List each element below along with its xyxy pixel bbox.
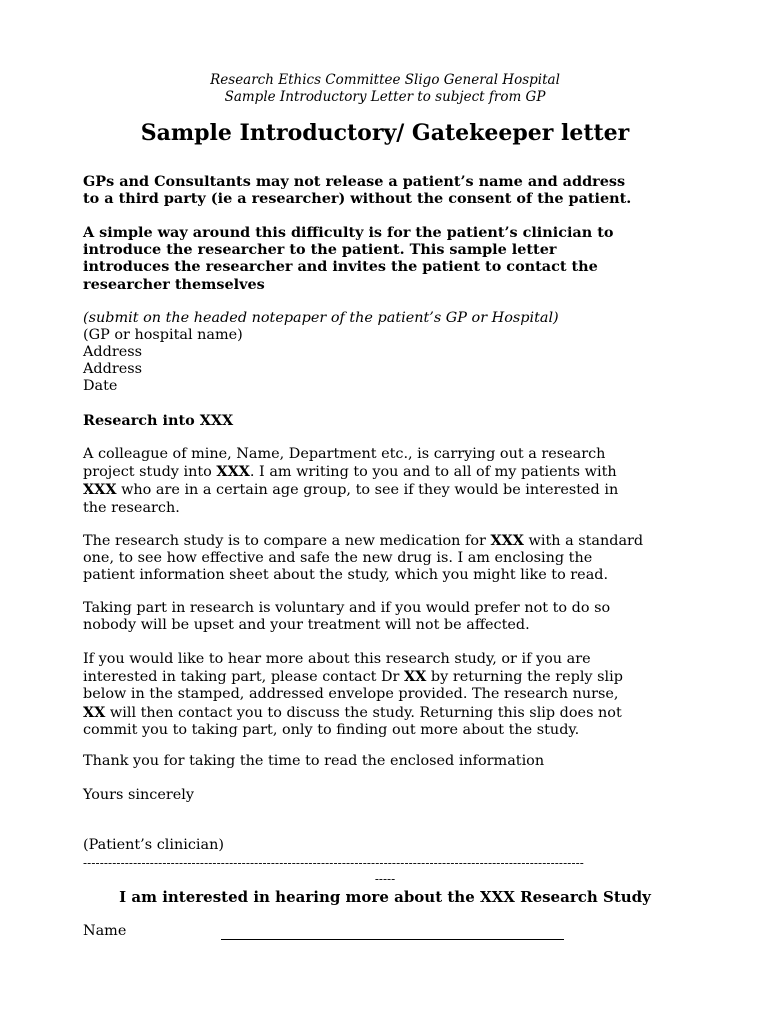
letterhead-address-2: Address xyxy=(83,361,142,377)
body-paragraph-5: Thank you for taking the time to read the enclosed information xyxy=(83,753,545,769)
letterhead-address-1: Address xyxy=(83,344,142,360)
body-p4-text-a: If you would like to hear more about this research study, or if you are interested in taking part, please contact Dr xyxy=(83,651,591,686)
separator-line-1: ------------------------------------------------------------------------------------------------------------------------ xyxy=(83,856,584,870)
body-p2-text-c: with a standard one, to see how effective and safe the new drug is. I am enclosing the patient information sheet about the study, which you might like to read. xyxy=(83,533,644,584)
body-p4-text-e: will then contact you to discuss the study. Returning this slip does not commit you to taking part, only to finding out more about the study. xyxy=(83,704,622,738)
body-paragraph-2 xyxy=(83,532,703,585)
body-p1-bold-d: XXX xyxy=(83,481,117,499)
body-p4-bold-d: XX xyxy=(83,703,106,721)
signatory: (Patient’s clinician) xyxy=(83,837,224,853)
body-paragraph-1 xyxy=(83,446,703,517)
header-line-1: Research Ethics Committee Sligo General Hospital xyxy=(210,72,560,88)
body-p1-text-e: who are in a certain age group, to see if they would be interested in the research. xyxy=(83,482,619,516)
body-paragraph-4 xyxy=(83,651,703,739)
reply-slip-name-field[interactable] xyxy=(221,939,564,940)
header-line-2: Sample Introductory Letter to subject from GP xyxy=(224,89,546,105)
body-paragraph-3: Taking part in research is voluntary and if you would prefer not to do so nobody will be upset and your treatment will not be affected. xyxy=(83,600,611,634)
body-p4-text-c: by returning the reply slip below in the stamped, addressed envelope provided. The research nurse, xyxy=(83,669,623,703)
letterhead-note: (submit on the headed notepaper of the patient’s GP or Hospital) xyxy=(83,310,559,326)
body-p2-text-a: The research study is to compare a new medication for xyxy=(83,533,491,549)
body-p1-bold-b: XXX xyxy=(216,463,250,481)
body-p2-bold-b: XXX xyxy=(490,532,524,549)
body-p4-bold-b: XX xyxy=(403,668,427,686)
reply-slip-name-label: Name xyxy=(83,923,127,939)
separator-line-2: ----- xyxy=(374,872,396,886)
body-p1-text-c: . I am writing to you and to all of my patients with xyxy=(249,464,617,481)
intro-paragraph-1: GPs and Consultants may not release a patient’s name and address to a third party (ie a researcher) without the consent of the patient. xyxy=(83,173,632,208)
page-title: Sample Introductory/ Gatekeeper letter xyxy=(140,120,630,146)
intro-paragraph-2: A simple way around this difficulty is for the patient’s clinician to introduce the researcher to the patient. This sample letter introduces the researcher and invites the patient to contact the researcher themselves xyxy=(83,224,614,293)
body-p1-text-a: A colleague of mine, Name, Department etc., is carrying out a research project study into xyxy=(83,446,606,481)
closing-salutation: Yours sincerely xyxy=(83,787,194,803)
letter-subject: Research into XXX xyxy=(83,412,234,429)
letterhead-name: (GP or hospital name) xyxy=(83,327,243,343)
letterhead-date: Date xyxy=(83,378,118,394)
reply-slip-title: I am interested in hearing more about the XXX Research Study xyxy=(119,888,651,906)
